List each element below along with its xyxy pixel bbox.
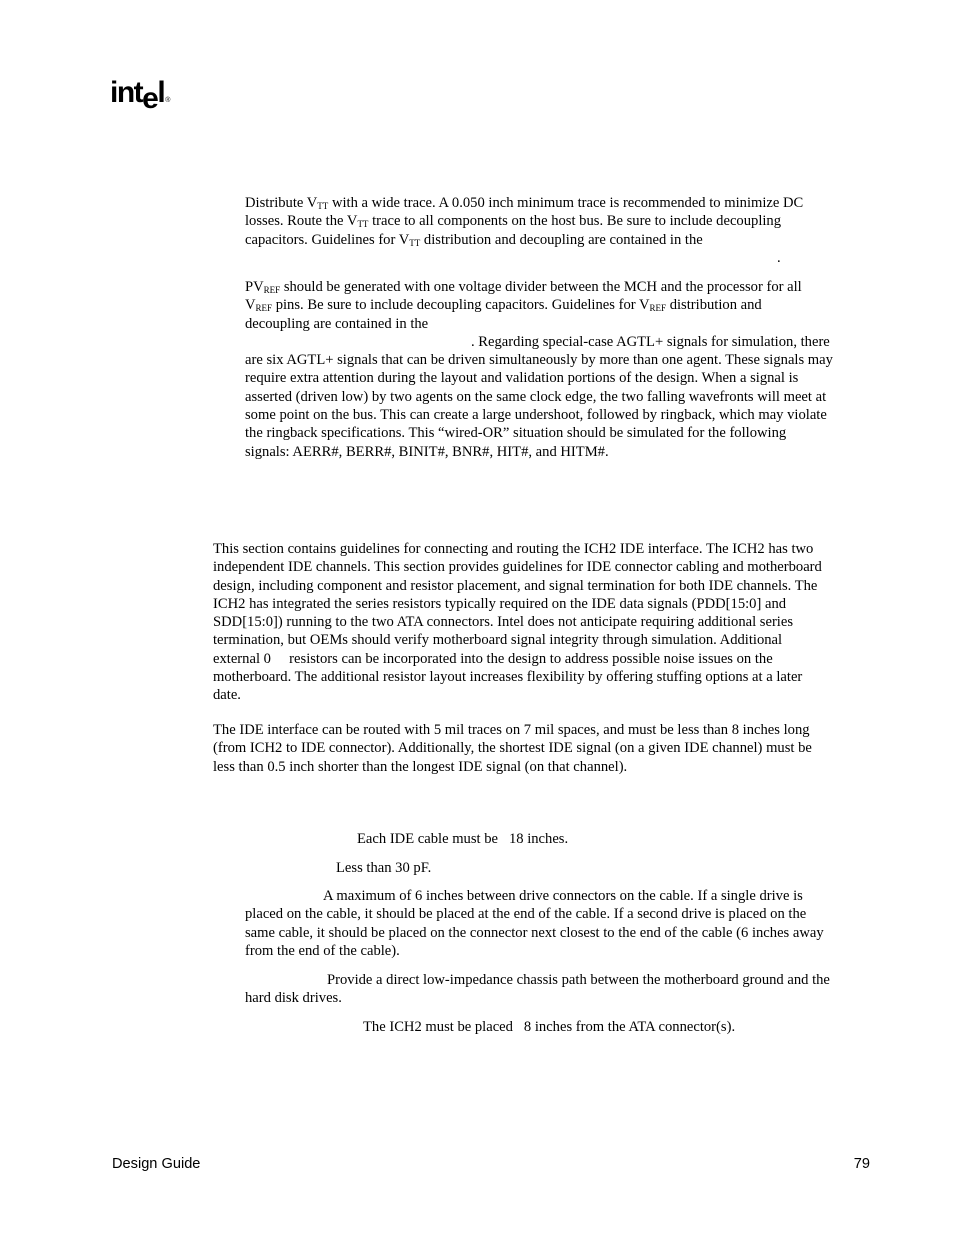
vtt-distribution-paragraph: Distribute $V_{TT}$ with a wide trace. A 0.050 inch minimum trace is recommended to minimize DC losses. Route the $V_{TT}$ trace to all components on the host bus. Be sure to include decoupling capacitors. Guidelines for $V_{TT}$ distribution and decoupling are contained in the .: [245, 195, 804, 266]
footer-title: Design Guide: [112, 1156, 201, 1172]
vref-paragraph: $PV_{REF}$ should be generated with one voltage divider between the MCH and the processor for all $V_{REF}$ pins. Be sure to include decoupling capacitors. Guidelines for $V_{REF}$ distribution and decoupling are contained in the . Regarding special-case AGTL+ signals for simulation, there are six AGTL+ signals that can be driven simultaneously by more than one agent. These signals may require extra attention during the layout and validation portions of the design. When a signal is asserted (driven low) by two agents on the same clock edge, the two falling wavefronts will meet at some point on the bus. This can create a large undershoot, followed by ringback, which may violate the ringback specifications. This “wired-OR” situation should be simulated for the following signals: AERR#, BERR#, BINIT#, BNR#, HIT#, and HITM#.: [245, 279, 833, 460]
logo-e: e: [142, 82, 158, 115]
page-number: 79: [853, 1156, 870, 1172]
logo-l: l: [157, 76, 165, 109]
cable-placement-item: A maximum of 6 inches between drive connectors on the cable. If a single drive is placed on the cable, it should be placed at the end of the cable. If a second drive is placed on the same cable, it should be placed on the connector next closest to the end of the cable (6 inches away from the end of the cable).: [245, 888, 824, 959]
cable-capacitance-item: Less than 30 pF.: [336, 860, 432, 876]
cable-length-item: Each IDE cable must be 18 inches.: [357, 831, 569, 847]
ide-routing-paragraph: The IDE interface can be routed with 5 mil traces on 7 mil spaces, and must be less than 8 inches long (from ICH2 to IDE connector). Additionally, the shortest IDE signal (on a given IDE channel) must be less than 0.5 inch shorter than the longest IDE signal (on that channel).: [213, 722, 812, 775]
ide-intro-paragraph: This section contains guidelines for connecting and routing the ICH2 IDE interface. The ICH2 has two independent IDE channels. This section provides guidelines for IDE connector cabling and motherboard design, including component and resistor placement, and signal termination for both IDE channels. The ICH2 has integrated the series resistors typically required on the IDE data signals (PDD[15:0] and SDD[15:0]) running to the two ATA connectors. Intel does not anticipate requiring additional series termination, but OEMs should verify motherboard signal integrity through simulation. Additional external 0 resistors can be incorporated into the design to address possible noise issues on the motherboard. The additional resistor layout increases flexibility by offering stuffing options at a later date.: [213, 541, 822, 704]
logo-registered-mark: ®: [165, 97, 171, 104]
ich2-location-item: The ICH2 must be placed 8 inches from the ATA connector(s).: [363, 1019, 736, 1035]
logo-text: int: [110, 76, 143, 109]
intel-logo: [110, 76, 171, 115]
grounding-item: Provide a direct low-impedance chassis path between the motherboard ground and the hard disk drives.: [245, 972, 830, 1007]
